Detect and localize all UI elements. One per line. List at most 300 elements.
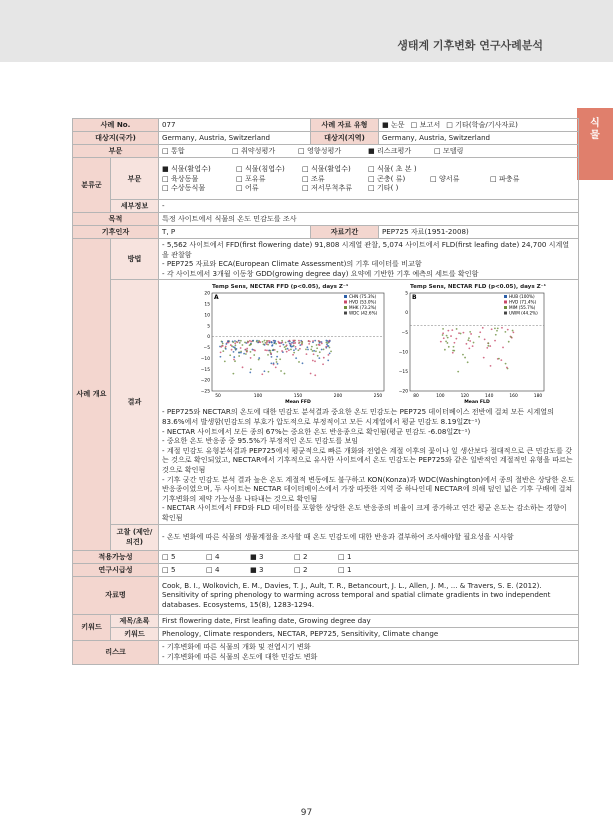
data-point [288, 350, 290, 352]
data-point [268, 342, 270, 344]
x-tick-label: 50 [215, 394, 221, 400]
detail-label: 세부정보 [111, 200, 159, 213]
chart-panel-a [198, 281, 388, 407]
data-point [261, 374, 263, 376]
data-point [447, 337, 449, 339]
data-point [450, 336, 452, 338]
risk-value [159, 640, 579, 664]
urgency-options [159, 563, 579, 576]
data-point [442, 333, 444, 335]
data-point [501, 327, 503, 329]
data-point [240, 352, 242, 354]
data-point [329, 347, 331, 349]
y-tick-label: −25 [200, 389, 210, 395]
climate-label: 기후인자 [73, 226, 159, 239]
data-point [325, 340, 327, 342]
data-point [253, 355, 255, 357]
data-point [246, 350, 248, 352]
data-point [299, 342, 301, 344]
y-tick-label: 5 [207, 324, 210, 330]
data-point [317, 355, 319, 357]
data-point [483, 357, 485, 359]
data-point [270, 353, 272, 355]
data-point [292, 354, 294, 356]
legend-entry: UWM (44.2%) [509, 310, 538, 316]
data-point [442, 334, 444, 336]
method-line: - 5,562 사이트에서 FFD(first flowering date) 91,808 시계열 관찰, 5,074 사이트에서 FLD(first leafing date) 24,700 시계열을 관찰함 [162, 240, 570, 259]
data-point [275, 367, 277, 369]
class-option: □ 수상동식물 [162, 183, 206, 193]
data-point [272, 344, 274, 346]
data-point [456, 328, 458, 330]
data-point [237, 342, 239, 344]
data-point [290, 345, 292, 347]
data-point [478, 336, 480, 338]
class-option: □ 곤충( 류) [368, 173, 406, 183]
data-point [278, 341, 280, 343]
data-point [463, 332, 465, 334]
data-point [252, 340, 254, 342]
data-point [505, 363, 507, 365]
data-point [220, 352, 222, 354]
data-point [301, 344, 303, 346]
risk-line: - 기후변화에 따른 식물의 개화 및 전엽시기 변화 [162, 642, 311, 652]
data-point [220, 356, 222, 358]
data-point [269, 350, 271, 352]
y-tick-label: −20 [398, 389, 408, 395]
purpose-value: 특정 사이트에서 식물의 온도 민감도를 조사 [159, 213, 579, 226]
data-point [258, 340, 260, 342]
chart-title: Temp Sens, NECTAR FFD (p<0.05), days Z⁻¹ [212, 284, 349, 291]
reference-value: Cook, B. I., Wolkovich, E. M., Davies, T. J., Ault, T. R., Betancourt, J. L., Allen, J. M., ... & Travers, S. E. (2012). Sensitivity of spring phenology to warming across temporal and spatial climate gradients in two independent databases. Ecosystems, 15(8), 1283-1294. [159, 576, 579, 614]
y-tick-label: −10 [398, 350, 408, 356]
data-point [231, 349, 233, 351]
result-line: - 계절 민감도 유형분석결과 PEP725에서 평균적으로 빠른 개화와 전엽은 계절 이후의 꽃이나 잎 생산보다 절대적으로 큰 민감도를 갖는 것으로 확인되었고, NECTAR에서 기후적으로 유사한 사이트에서 온도 민감도는 PEP725와 같은 일반적인 계절적인 유형을 따르는 것으로 확인됨 [162, 445, 573, 474]
rating-option: □ 5 [162, 551, 176, 561]
data-point [246, 348, 248, 350]
class-option: □ 양서류 [430, 173, 460, 183]
data-point [448, 346, 450, 348]
data-point [259, 342, 261, 344]
data-point [468, 338, 470, 340]
data-point [330, 351, 332, 353]
data-point [242, 367, 244, 369]
x-tick-label: 250 [373, 394, 383, 400]
y-tick-label: 0 [405, 311, 408, 317]
data-point [275, 343, 277, 345]
rating-option: □ 2 [294, 551, 308, 561]
data-point [457, 371, 459, 373]
y-tick-label: −5 [203, 346, 210, 352]
data-point [295, 358, 297, 360]
y-tick-label: 0 [207, 335, 210, 341]
climate-value: T, P [159, 226, 311, 239]
classification-options [159, 158, 579, 200]
data-point [306, 347, 308, 349]
y-tick-label: 20 [204, 291, 210, 297]
data-point [225, 348, 227, 350]
data-point [311, 346, 313, 348]
data-point [327, 342, 329, 344]
rating-option: □ 4 [206, 564, 220, 574]
legend-swatch [344, 301, 347, 304]
legend-entry: HVD (71.4%) [509, 299, 537, 305]
data-point [228, 341, 230, 343]
data-point [258, 359, 260, 361]
data-point [444, 349, 446, 351]
x-tick-label: 100 [436, 394, 445, 400]
data-point [292, 346, 294, 348]
type-option: ■ 논문 [382, 120, 405, 130]
class-option: □ 포유류 [236, 173, 266, 183]
data-point [264, 350, 266, 352]
data-point [264, 371, 266, 373]
rating-option: □ 4 [206, 551, 220, 561]
x-tick-label: 160 [509, 394, 518, 400]
data-point [491, 329, 493, 331]
case-table [72, 118, 579, 665]
section-option: □ 모델링 [434, 146, 464, 156]
keywords-kw-value: Phenology, Climate responders, NECTAR, PEP725, Sensitivity, Climate change [159, 627, 579, 640]
data-point [287, 348, 289, 350]
result-label: 결과 [111, 280, 159, 524]
data-point [240, 347, 242, 349]
data-point [250, 341, 252, 343]
x-tick-label: 150 [293, 394, 303, 400]
data-point [238, 356, 240, 358]
rating-option: ■ 3 [250, 564, 264, 574]
data-point [238, 352, 240, 354]
country-label: 대상지(국가) [73, 132, 159, 145]
data-point [222, 343, 224, 345]
data-point [233, 351, 235, 353]
data-point [452, 350, 454, 352]
data-point [467, 340, 469, 342]
data-point [315, 351, 317, 353]
data-point [283, 344, 285, 346]
classification-label: 분류군 [73, 158, 111, 213]
data-point [276, 361, 278, 363]
applicability-label: 적용가능성 [73, 550, 159, 563]
data-point [271, 341, 273, 343]
method-label: 방법 [111, 239, 159, 280]
x-tick-label: 140 [485, 394, 494, 400]
data-point [258, 358, 260, 360]
data-point [279, 346, 281, 348]
class-option: □ 어류 [236, 183, 259, 193]
legend-swatch [344, 306, 347, 309]
y-tick-label: −15 [398, 370, 408, 376]
data-point [281, 342, 283, 344]
data-point [266, 344, 268, 346]
data-point [234, 361, 236, 363]
class-option: □ 식물(활엽수) [302, 164, 351, 174]
data-point [312, 350, 314, 352]
data-point [298, 361, 300, 363]
y-tick-label: 10 [204, 313, 210, 319]
data-point [233, 357, 235, 359]
data-point [321, 349, 323, 351]
data-point [299, 348, 301, 350]
data-point [240, 340, 242, 342]
data-point [272, 349, 274, 351]
method-value [159, 239, 579, 280]
data-point [512, 330, 514, 332]
data-point [225, 346, 227, 348]
period-value: PEP725 자료(1951-2008) [379, 226, 579, 239]
data-point [307, 349, 309, 351]
data-point [243, 353, 245, 355]
y-tick-label: −15 [200, 368, 210, 374]
y-tick-label: −5 [401, 331, 408, 337]
data-point [460, 333, 462, 335]
page-header [0, 0, 613, 62]
result-line: - NECTAR 사이트에서 모든 종의 67%는 중요한 온도 반응종으로 확인됨(평균 민감도 -6.08일Zt⁻¹) [162, 426, 471, 436]
data-point [453, 346, 455, 348]
data-point [222, 351, 224, 353]
data-point [285, 342, 287, 344]
data-point [321, 343, 323, 345]
data-point [316, 348, 318, 350]
data-point [447, 342, 449, 344]
data-point [275, 359, 277, 361]
data-point [497, 328, 499, 330]
data-point [445, 341, 447, 343]
side-tab [577, 108, 613, 180]
data-point [323, 357, 325, 359]
data-point [247, 342, 249, 344]
data-point [244, 342, 246, 344]
data-point [510, 337, 512, 339]
data-point [250, 369, 252, 371]
data-point [451, 330, 453, 332]
data-point [234, 347, 236, 349]
header-title: 생태계 기후변화 연구사례분석 [397, 39, 543, 52]
keywords-title-label: 제목/초록 [111, 614, 159, 627]
page-number: 97 [300, 808, 313, 818]
result-value [159, 280, 579, 524]
data-point [447, 330, 449, 332]
data-point [442, 328, 444, 330]
data-point [299, 345, 301, 347]
data-point [508, 341, 510, 343]
data-point [488, 343, 490, 345]
data-point [487, 345, 489, 347]
case-type-label: 사례 자료 유형 [311, 119, 379, 132]
data-point [314, 361, 316, 363]
legend-entry: MHK (73.2%) [349, 305, 377, 311]
data-point [252, 349, 254, 351]
data-point [277, 363, 279, 365]
data-point [280, 370, 282, 372]
data-point [298, 340, 300, 342]
data-point [290, 349, 292, 351]
x-tick-label: 100 [253, 394, 263, 400]
data-point [318, 340, 320, 342]
data-point [229, 355, 231, 357]
data-point [273, 342, 275, 344]
data-point [234, 340, 236, 342]
data-point [232, 373, 234, 375]
data-point [322, 364, 324, 366]
data-point [267, 354, 269, 356]
data-point [242, 344, 244, 346]
keywords-label: 키워드 [73, 614, 111, 640]
detail-value: - [159, 200, 579, 213]
data-point [468, 348, 470, 350]
data-point [484, 339, 486, 341]
legend-swatch [504, 312, 507, 315]
section-label: 부문 [73, 145, 159, 158]
data-point [293, 350, 295, 352]
data-point [479, 332, 481, 334]
data-point [268, 371, 270, 373]
data-point [328, 341, 330, 343]
method-line: - 각 사이트에서 3개월 이동창 GDD(growing degree day) 요약에 기반한 기후 예측의 세트를 확인함 [162, 268, 479, 278]
data-point [295, 348, 297, 350]
result-line: - 기후 궁간 민감도 분석 결과 높은 온도 계절적 변동에도 불구하고 KON(Konza)과 WDC(Washington)에서 종의 절반은 상당한 온도 반응종이였으며, 두 사이트는 NECTAR 데이터베이스에서 가장 따뜻한 지역 중 하나인데 NECTAR에 의해 덮인 넓은 기후 구배에 걸쳐 기후변화의 제약 가능성을 나타내는 것으로 확인됨 [162, 474, 575, 503]
data-point [490, 365, 492, 367]
data-point [312, 360, 314, 362]
result-line: - NECTAR 사이트에서 FFD와 FLD 데이터를 포함한 상당한 온도 반응종의 비율이 크게 증가하고 연간 평균 온도는 감소하는 경향이 확인됨 [162, 503, 567, 522]
data-point [472, 346, 474, 348]
case-type-options [379, 119, 579, 132]
data-point [314, 375, 316, 377]
data-point [220, 346, 222, 348]
method-line: - PEP725 자료와 ECA(European Climate Assessment)의 기후 데이터를 비교함 [162, 259, 422, 269]
data-point [328, 354, 330, 356]
data-point [221, 341, 223, 343]
data-point [312, 340, 314, 342]
legend-swatch [344, 312, 347, 315]
x-axis-label: Mean FLD [464, 400, 490, 406]
keywords-title-value: First flowering date, First leafing date, Growing degree day [159, 614, 579, 627]
panel-letter: B [412, 294, 417, 302]
panel-letter: A [214, 294, 219, 302]
x-tick-label: 80 [413, 394, 419, 400]
data-point [482, 327, 484, 329]
data-point [301, 342, 303, 344]
data-point [328, 345, 330, 347]
reference-label: 자료명 [73, 576, 159, 614]
data-point [235, 345, 237, 347]
data-point [506, 367, 508, 369]
data-point [286, 351, 288, 353]
period-label: 자료기간 [311, 226, 379, 239]
data-point [289, 343, 291, 345]
risk-line: - 기후변화에 따른 식물의 온도에 대한 민감도 변화 [162, 652, 318, 661]
rating-option: □ 5 [162, 564, 176, 574]
data-point [256, 341, 258, 343]
data-point [266, 340, 268, 342]
legend-entry: MIM (55.7%) [509, 305, 536, 311]
legend-entry: WDC (42.6%) [349, 310, 378, 316]
type-option: □ 보고서 [410, 120, 441, 130]
data-point [327, 360, 329, 362]
chart-title: Temp Sens, NECTAR FLD (p<0.05), days Z⁻¹ [410, 284, 547, 291]
y-tick-label: 5 [405, 291, 408, 297]
data-point [319, 345, 321, 347]
data-point [513, 332, 515, 334]
data-point [276, 351, 278, 353]
data-point [440, 341, 442, 343]
data-point [293, 352, 295, 354]
data-point [250, 351, 252, 353]
data-point [495, 334, 497, 336]
data-point [500, 360, 502, 362]
data-point [329, 353, 331, 355]
rating-option: □ 1 [338, 564, 352, 574]
data-point [271, 356, 273, 358]
data-point [507, 329, 509, 331]
data-point [225, 343, 227, 345]
data-point [293, 343, 295, 345]
data-point [264, 340, 266, 342]
data-point [494, 340, 496, 342]
data-point [308, 340, 310, 342]
x-tick-label: 200 [333, 394, 343, 400]
case-no-value: 077 [159, 119, 311, 132]
result-line: - PEP725와 NECTAR의 온도에 대한 민감도 분석결과 중요한 온도 민감도는 PEP725 데이터베이스 전반에 걸쳐 모든 시계열의 83.6%에서 발생함(민감도의 부호가 압도적으로 부정적이고 모든 시계열에서 평균 민감도 8.19일Zt⁻¹) [162, 407, 554, 426]
data-point [502, 347, 504, 349]
legend-swatch [344, 295, 347, 298]
figure [162, 281, 575, 407]
consider-label: 고찰 (제안/의견) [111, 524, 159, 550]
data-point [276, 356, 278, 358]
data-point [297, 350, 299, 352]
data-point [310, 373, 312, 375]
country-value: Germany, Austria, Switzerland [159, 132, 311, 145]
data-point [264, 342, 266, 344]
region-label: 대상지(지역) [311, 132, 379, 145]
data-point [232, 342, 234, 344]
class-option: □ 육상동물 [162, 173, 199, 183]
data-point [250, 344, 252, 346]
data-point [281, 351, 283, 353]
x-tick-label: 120 [460, 394, 469, 400]
data-point [467, 362, 469, 364]
data-point [285, 349, 287, 351]
data-point [264, 344, 266, 346]
legend-swatch [504, 301, 507, 304]
data-point [466, 343, 468, 345]
section-option: □ 취약성평가 [232, 146, 276, 156]
data-point [222, 345, 224, 347]
urgency-label: 연구시급성 [73, 563, 159, 576]
data-point [504, 331, 506, 333]
data-point [310, 349, 312, 351]
data-point [249, 372, 251, 374]
data-point [305, 349, 307, 351]
data-point [295, 346, 297, 348]
applicability-options [159, 550, 579, 563]
legend-swatch [504, 306, 507, 309]
data-point [239, 342, 241, 344]
data-point [446, 335, 448, 337]
data-point [494, 328, 496, 330]
data-point [323, 349, 325, 351]
data-point [470, 333, 472, 335]
data-point [291, 342, 293, 344]
data-point [306, 354, 308, 356]
data-point [454, 342, 456, 344]
keywords-kw-label: 키워드 [111, 627, 159, 640]
legend-entry: HUB (100%) [509, 294, 535, 300]
section-options [159, 145, 579, 158]
data-point [273, 363, 275, 365]
data-point [284, 347, 286, 349]
data-point [230, 345, 232, 347]
